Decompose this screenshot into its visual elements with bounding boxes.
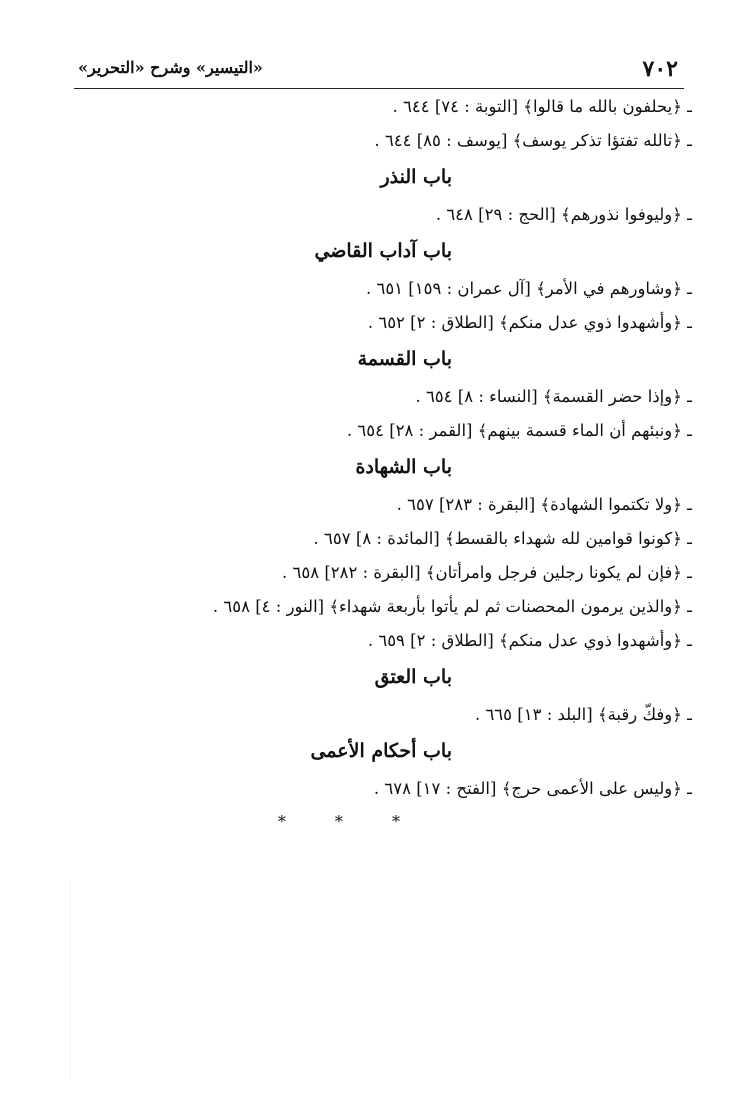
verse-entry: ـ ﴿وأشهدوا ذوي عدل منكم﴾ [الطلاق : ٢] ٦٥٢ . (367, 313, 692, 332)
section-heading-ahkam-aama: باب أحكام الأعمى (310, 740, 452, 762)
verse-entry: ـ ﴿وإذا حضر القسمة﴾ [النساء : ٨] ٦٥٤ . (415, 387, 692, 406)
section-heading-shahada: باب الشهادة (355, 456, 452, 478)
running-title: «التيسير» وشرح «التحرير» (78, 58, 263, 77)
section-heading-qisma: باب القسمة (357, 348, 452, 370)
section-heading-itq: باب العتق (374, 666, 452, 688)
section-heading-adab-qadi: باب آداب القاضي (314, 240, 452, 262)
verse-entry: ـ ﴿وأشهدوا ذوي عدل منكم﴾ [الطلاق : ٢] ٦٥٩ . (367, 631, 692, 650)
verse-entry: ـ ﴿ونبئهم أن الماء قسمة بينهم﴾ [القمر : ٢٨] ٦٥٤ . (346, 421, 692, 440)
page-edge-line (70, 880, 71, 1080)
verse-entry: ـ ﴿تالله تفتؤا تذكر يوسف﴾ [يوسف : ٨٥] ٦٤٤ . (374, 131, 692, 150)
verse-entry: ـ ﴿فإن لم يكونا رجلين فرجل وامرأتان﴾ [البقرة : ٢٨٢] ٦٥٨ . (282, 563, 692, 582)
page-number: ٧٠٢ (642, 56, 678, 82)
index-content (52, 96, 692, 831)
verse-entry: ـ ﴿وفكّ رقبة﴾ [البلد : ١٣] ٦٦٥ . (474, 705, 692, 724)
verse-entry: ـ ﴿والذين يرمون المحصنات ثم لم يأتوا بأربعة شهداء﴾ [النور : ٤] ٦٥٨ . (212, 597, 692, 616)
section-heading-nadhr: باب النذر (380, 166, 452, 188)
verse-entry: ـ ﴿وشاورهم في الأمر﴾ [آل عمران : ١٥٩] ٦٥١ . (365, 279, 692, 298)
header-divider (74, 88, 684, 89)
verse-entry: ـ ﴿وليوفوا نذورهم﴾ [الحج : ٢٩] ٦٤٨ . (435, 205, 692, 224)
end-ornament: * * * (277, 812, 422, 831)
verse-entry: ـ ﴿وليس على الأعمى حرج﴾ [الفتح : ١٧] ٦٧٨ . (373, 779, 692, 798)
verse-entry: ـ ﴿يحلفون بالله ما قالوا﴾ [التوبة : ٧٤] ٦٤٤ . (392, 97, 692, 116)
verse-entry: ـ ﴿كونوا قوامين لله شهداء بالقسط﴾ [المائدة : ٨] ٦٥٧ . (313, 529, 692, 548)
verse-entry: ـ ﴿ولا تكتموا الشهادة﴾ [البقرة : ٢٨٣] ٦٥٧ . (396, 495, 692, 514)
page-header (78, 50, 678, 84)
